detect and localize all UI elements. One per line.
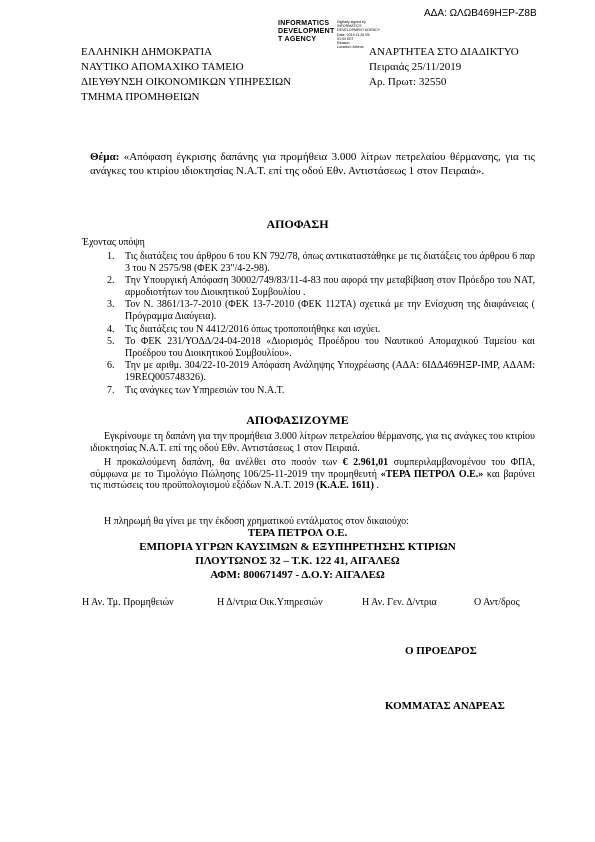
- cost-text: συμπεριλαμβανομένου του ΦΠΑ, σύμφωνα με το Τιμολόγιο Πώλησης 106/25-11-2019 την προμηθευτή: [90, 457, 535, 480]
- list-item: [107, 251, 535, 274]
- list-number: 7.: [107, 384, 115, 396]
- stamp-detail: Digitally signed by: [337, 20, 366, 24]
- cost-text: και βαρύνει τις πιστώσεις του προϋπολογισμού εξόδων Ν.Α.Τ. 2019: [90, 468, 536, 492]
- stamp-line: T AGENCY: [278, 36, 317, 43]
- subject-block: [90, 150, 535, 178]
- list-text: Το ΦΕΚ 231/ΥΟΔΔ/24-04-2018 «Διορισμός Προέδρου του Ναυτικού Απομαχικού Ταμείου και Προέδρου του Διοικητικού Συμβουλίου».: [125, 336, 535, 359]
- signatory-vice-president: Ο Αντ/δρος: [474, 597, 520, 608]
- list-item: [107, 299, 535, 322]
- considerations-list: [107, 251, 535, 397]
- beneficiary-name: ΤΕΡΑ ΠΕΤΡΟΛ Ο.Ε.: [247, 527, 348, 539]
- having-regard-label: Έχοντας υπόψη: [82, 237, 145, 248]
- list-text: Την με αριθμ. 304/22-10-2019 Απόφαση Ανάληψης Υποχρέωσης (ΑΔΑ: 6ΙΔΔ469ΗΞΡ-ΙΜΡ, ΑΔΑΜ: 19REQ005748326).: [125, 360, 535, 383]
- list-item: [107, 275, 535, 298]
- posting-notice: ΑΝΑΡΤΗΤΕΑ ΣΤΟ ΔΙΑΔΙΚΤΥΟ: [369, 46, 519, 58]
- supplier-name: «ΤΕΡΑ ΠΕΤΡΟΛ Ο.Ε.»: [380, 468, 484, 480]
- cost-text: .: [374, 480, 380, 492]
- beneficiary-tax-id: ΑΦΜ: 800671497 - Δ.Ο.Υ: ΑΙΓΑΛΕΩ: [210, 569, 385, 581]
- stamp-detail: 01:00 EET: [337, 36, 354, 41]
- list-number: 3.: [107, 299, 115, 311]
- list-item: [107, 336, 535, 359]
- signatory-deputy-director: Η Αν. Γεν. Δ/ντρια: [362, 597, 437, 608]
- list-number: 1.: [107, 251, 115, 262]
- ada-code: ΑΔΑ: ΩΛΩΒ469ΗΞΡ-Ζ8Β: [424, 8, 537, 19]
- stamp-detail: Reason:: [337, 41, 351, 45]
- signatory-finance: Η Δ/ντρια Οικ.Υπηρεσιών: [217, 597, 323, 608]
- list-item: [107, 324, 535, 336]
- decide-title: ΑΠΟΦΑΣΙΖΟΥΜΕ: [246, 413, 349, 427]
- list-number: 2.: [107, 275, 115, 287]
- kae-code: (Κ.Α.Ε. 1611): [316, 480, 375, 492]
- stamp-line: INFORMATICS: [278, 20, 330, 27]
- beneficiary-address: ΠΛΟΥΤΩΝΟΣ 32 – Τ.Κ. 122 41, ΑΙΓΑΛΕΩ: [195, 555, 400, 567]
- beneficiary-activity: ΕΜΠΟΡΙΑ ΥΓΡΩΝ ΚΑΥΣΙΜΩΝ & ΕΞΥΠΗΡΕΤΗΣΗΣ ΚΤΙΡΙΩΝ: [139, 541, 456, 553]
- amount-value: € 2.961,01: [342, 457, 389, 468]
- list-item: [107, 385, 535, 397]
- president-title: Ο ΠΡΟΕΔΡΟΣ: [405, 645, 477, 657]
- subject-label: Θέμα:: [90, 151, 120, 163]
- stamp-detail: INFORMATICS: [337, 24, 362, 29]
- list-number: 4.: [107, 323, 115, 335]
- list-text: Τις διατάξεις του Ν 4412/2016 όπως τροποποιήθηκε και ισχύει.: [125, 323, 381, 335]
- signatory-procurement: Η Αν. Τμ. Προμηθειών: [82, 597, 174, 608]
- stamp-line: DEVELOPMENT: [278, 28, 335, 35]
- list-text: Τις ανάγκες των Υπηρεσιών του Ν.Α.Τ.: [125, 384, 285, 396]
- header-org-line: ΔΙΕΥΘΥΝΣΗ ΟΙΚΟΝΟΜΙΚΩΝ ΥΠΗΡΕΣΙΩΝ: [81, 76, 292, 88]
- stamp-detail: Location: Athens: [337, 45, 364, 50]
- header-org-line: ΕΛΛΗΝΙΚΗ ΔΗΜΟΚΡΑΤΙΑ: [81, 46, 213, 58]
- list-number: 6.: [107, 360, 115, 372]
- protocol-number: Αρ. Πρωτ: 32550: [369, 76, 447, 88]
- cost-paragraph: [90, 457, 535, 492]
- document-date: Πειραιάς 25/11/2019: [369, 61, 462, 73]
- list-item: [107, 360, 535, 383]
- cost-text: Η προκαλούμενη δαπάνη, θα ανέλθει στο ποσόν των: [104, 457, 343, 468]
- list-text: Τις διατάξεις του άρθρου 6 του ΚΝ 792/78, όπως αντικαταστάθηκε με τις διατάξεις του άρθρου 6 παρ 3 του Ν 2575/98 (ΦΕΚ 23"/4-2-98).: [125, 251, 535, 274]
- payment-line: Η πληρωμή θα γίνει με την έκδοση χρηματικού εντάλματος στον δικαιούχο:: [104, 516, 409, 527]
- approval-paragraph: Εγκρίνουμε τη δαπάνη για την προμήθεια 3.000 λίτρων πετρελαίου θέρμανσης, για τις ανάγκες του κτιρίου ιδιοκτησίας Ν.Α.Τ. επί της οδού Εθν. Αντιστάσεως 1 στον Πειραιά.: [90, 431, 535, 454]
- stamp-detail: Date: 2019.11.26 09:: [337, 32, 371, 37]
- list-text: Την Υπουργική Απόφαση 30002/749/83/11-4-83 που αφορά την μεταβίβαση στον Πρόεδρο του ΝΑΤ, αρμοδιοτήτων του Διοικητικού Συμβουλίου .: [125, 275, 535, 298]
- stamp-detail: DEVELOPMENT AGENCY: [337, 28, 381, 33]
- decision-title: ΑΠΟΦΑΣΗ: [266, 217, 329, 231]
- list-number: 5.: [107, 336, 115, 348]
- header-org-line: ΤΜΗΜΑ ΠΡΟΜΗΘΕΙΩΝ: [81, 91, 200, 103]
- president-name: ΚΟΜΜΑΤΑΣ ΑΝΔΡΕΑΣ: [385, 700, 505, 712]
- header-org-line: ΝΑΥΤΙΚΟ ΑΠΟΜΑΧΙΚΟ ΤΑΜΕΙΟ: [81, 61, 244, 73]
- list-text: Τον Ν. 3861/13-7-2010 (ΦΕΚ 13-7-2010 (ΦΕΚ 112ΤΑ) σχετικά με την Ενίσχυση της διαφάνειας ( Πρόγραμμα Διαύγεια).: [125, 299, 535, 322]
- subject-text: «Απόφαση έγκρισης δαπάνης για προμήθεια 3.000 λίτρων πετρελαίου θέρμανσης, για τις ανάγκες του κτιρίου ιδιοκτησίας Ν.Α.Τ. επί της οδού Εθν. Αντιστάσεως 1 στον Πειραιά».: [90, 151, 536, 177]
